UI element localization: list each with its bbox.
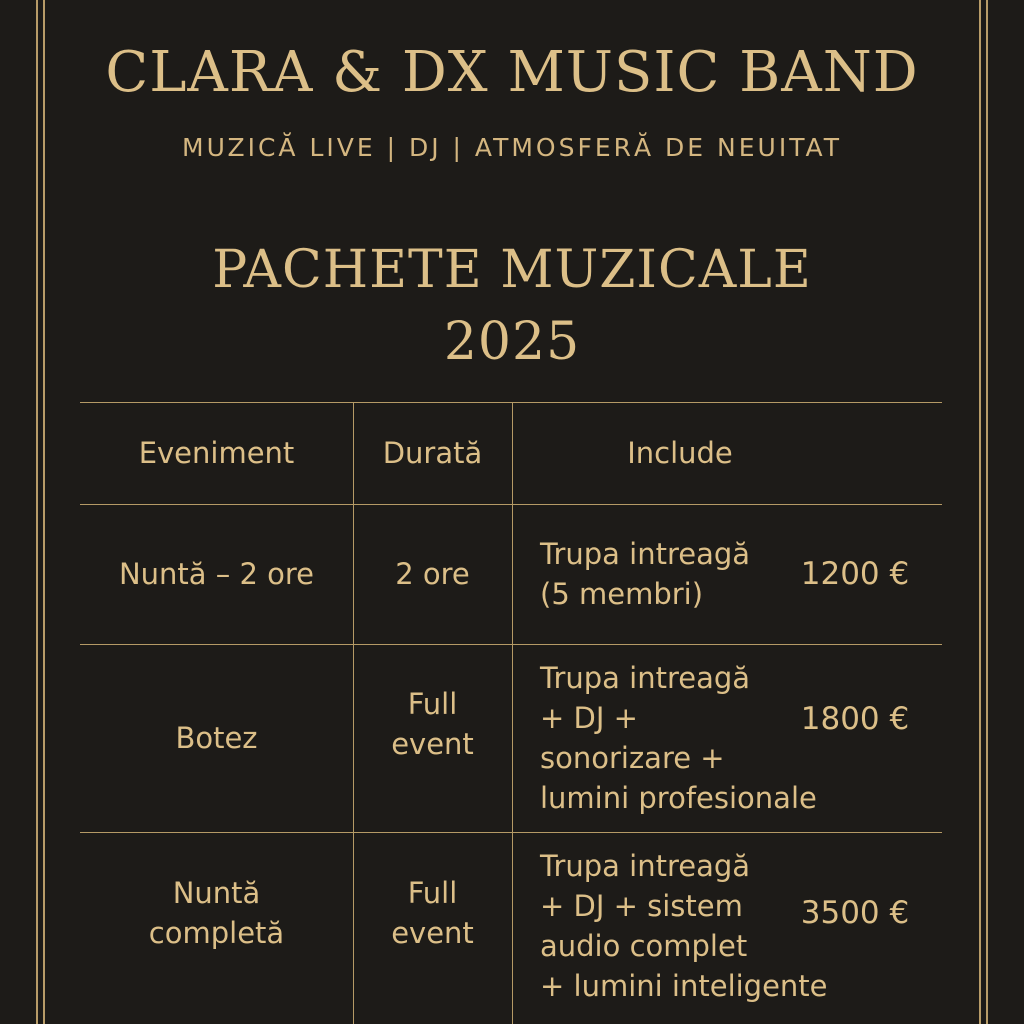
band-title: CLARA & DX MUSIC BAND: [105, 40, 919, 105]
column-header-includes: Include: [627, 436, 733, 470]
table-row-1-price: 1200 €: [800, 556, 910, 592]
column-header-duration: Durată: [382, 436, 483, 470]
table-row-2-event: Botez: [175, 721, 258, 755]
table-row-2-price: 1800 €: [800, 701, 910, 737]
table-row-3-includes: Trupa intreagă + DJ + sistem audio complet + lumini inteligente: [540, 849, 828, 1003]
column-header-event: Eveniment: [138, 436, 295, 470]
packages-heading: [0, 234, 1024, 378]
table-row-1-duration: 2 ore: [395, 557, 470, 591]
table-row-2-includes: Trupa intreagă + DJ + sonorizare + lumini profesionale: [540, 661, 817, 815]
packages-heading-line1: PACHETE MUZICALE: [212, 240, 812, 300]
table-row-3-duration: Full event: [391, 876, 474, 950]
packages-heading-year: 2025: [443, 312, 581, 372]
table-row-3-event: Nuntă completă: [148, 876, 285, 950]
table-row-1-event: Nuntă – 2 ore: [118, 557, 315, 591]
table-row-1-includes: Trupa intreagă (5 membri): [540, 537, 751, 611]
table-row-3-price: 3500 €: [800, 895, 910, 931]
table-row-2-duration: Full event: [391, 687, 474, 761]
band-tagline: MUZICĂ LIVE | DJ | ATMOSFERĂ DE NEUITAT: [182, 133, 842, 162]
